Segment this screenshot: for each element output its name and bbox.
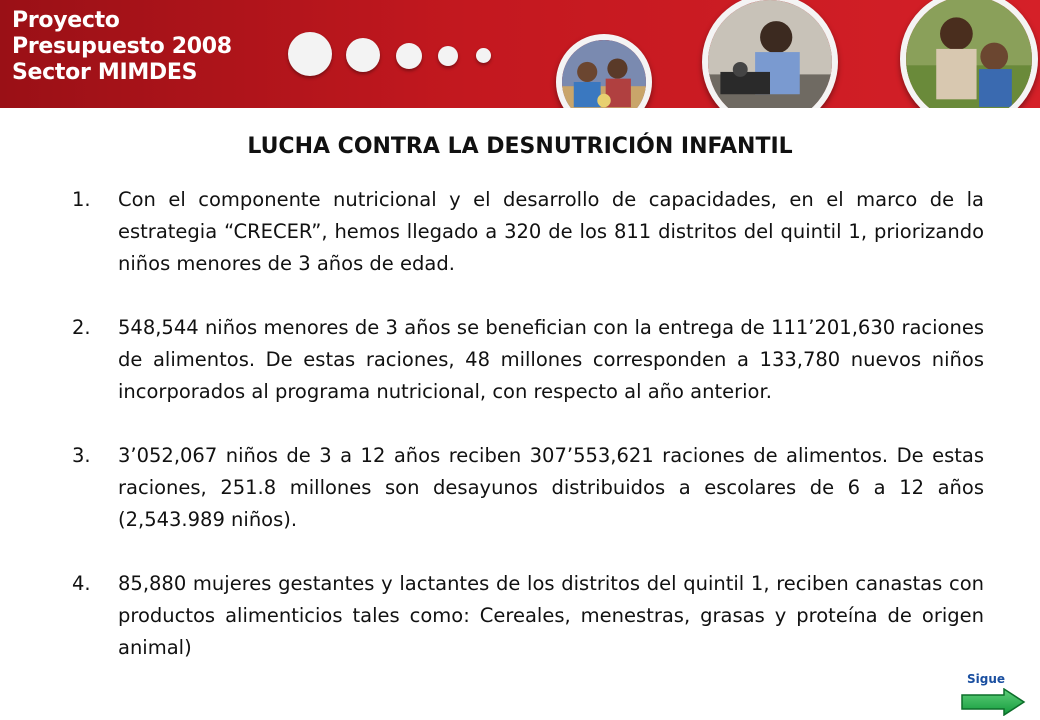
page-title: LUCHA CONTRA LA DESNUTRICIÓN INFANTIL xyxy=(247,134,793,159)
decorative-dot-3 xyxy=(396,43,422,69)
photo-women-eating xyxy=(556,34,652,108)
list-item-text: Con el componente nutricional y el desarrollo de capacidades, en el marco de la estrategia “CRECER”, hemos llegado a 320 de los 811 distritos del quintil 1, priorizando niños menores de 3 años de edad. xyxy=(118,188,984,275)
decorative-dot-2 xyxy=(346,38,380,72)
list-item xyxy=(72,312,984,408)
banner-title-line-3: Sector MIMDES xyxy=(12,60,198,85)
list-item-number: 4. xyxy=(72,572,91,595)
list-item-text: 85,880 mujeres gestantes y lactantes de los distritos del quintil 1, reciben canastas con productos alimenticios tales como: Cereales, menestras, grasas y proteína de origen animal) xyxy=(118,572,984,659)
list-item xyxy=(72,440,984,536)
header-banner xyxy=(0,0,1040,108)
next-slide-label: Sigue xyxy=(966,672,1006,686)
list-item xyxy=(72,184,984,280)
list-item-text: 548,544 niños menores de 3 años se benefician con la entrega de 111’201,630 raciones de alimentos. De estas raciones, 48 millones corresponden a 133,780 nuevos niños incorporados al programa nutricional, con respecto al año anterior. xyxy=(118,316,984,403)
decorative-dot-4 xyxy=(438,46,458,66)
list-item xyxy=(72,568,984,664)
photo-woman-sewing xyxy=(702,0,838,108)
banner-title-line-1: Proyecto xyxy=(12,8,120,33)
banner-title xyxy=(12,8,232,86)
banner-title-line-2: Presupuesto 2008 xyxy=(12,34,232,59)
list-item-number: 3. xyxy=(72,444,91,467)
decorative-dot-1 xyxy=(288,32,332,76)
achievements-list xyxy=(72,184,984,696)
list-item-number: 1. xyxy=(72,188,91,211)
list-item-number: 2. xyxy=(72,316,91,339)
list-item-text: 3’052,067 niños de 3 a 12 años reciben 307’553,621 raciones de alimentos. De estas raciones, 251.8 millones son desayunos distribuidos a escolares de 6 a 12 años (2,543.989 niños). xyxy=(118,444,984,531)
photo-mother-feeding-child xyxy=(900,0,1038,108)
arrow-right-icon xyxy=(960,688,1026,716)
decorative-dot-5 xyxy=(476,48,491,63)
